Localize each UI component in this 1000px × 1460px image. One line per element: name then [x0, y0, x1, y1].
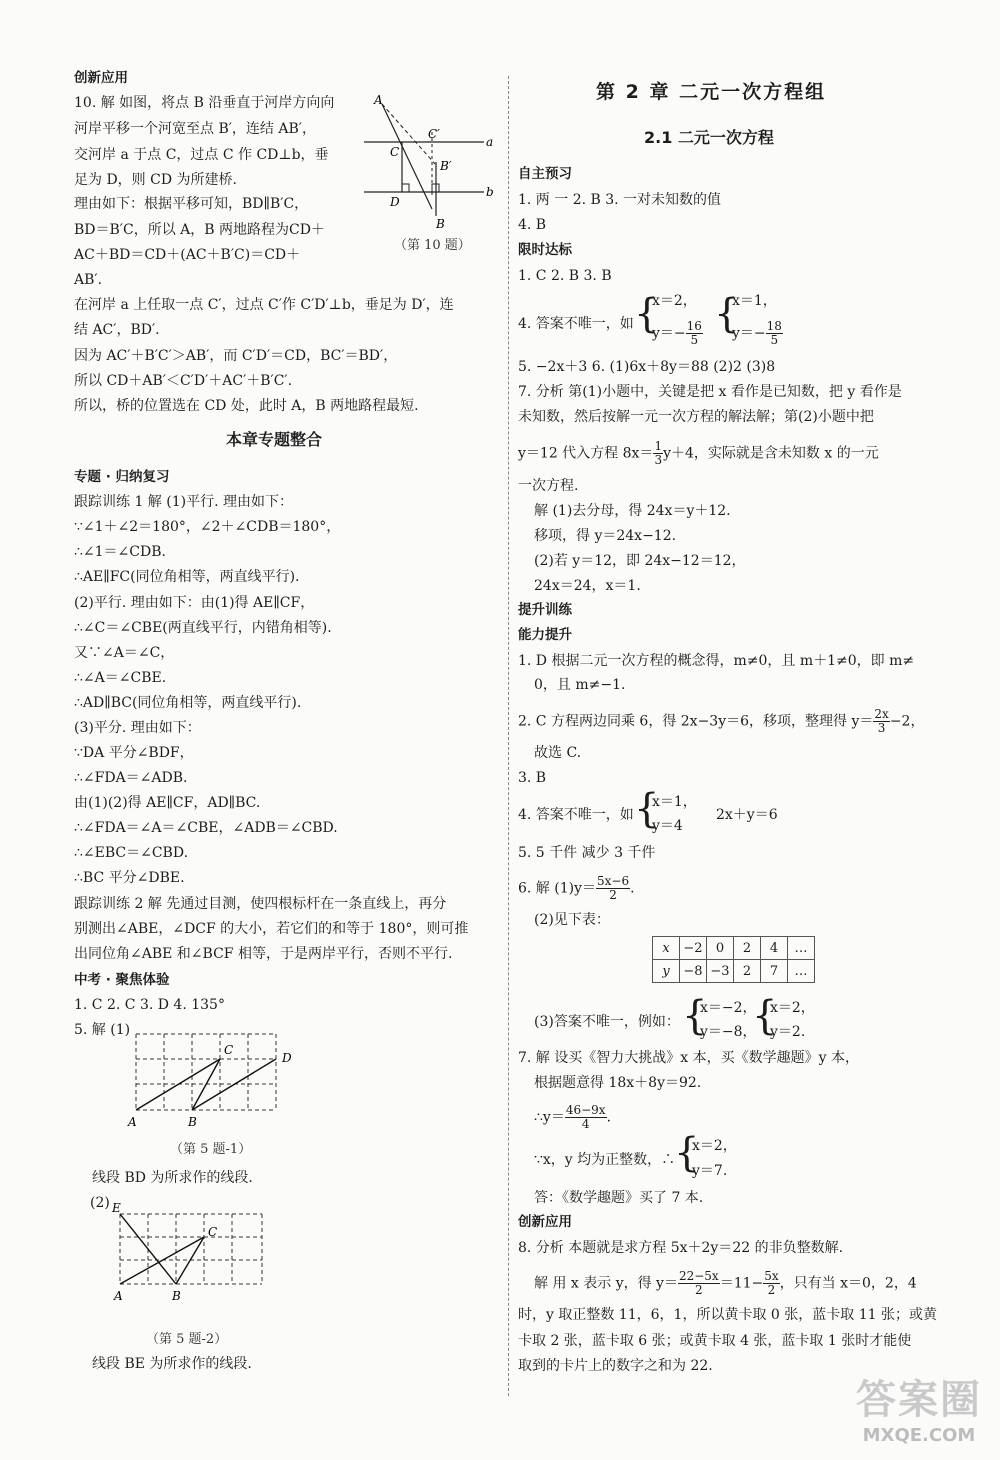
q5-part1: 5. 解 (1): [74, 1022, 131, 1038]
fraction: $\frac{5x-6}{2}$: [597, 874, 630, 902]
track1-line: 由(1)(2)得 AE∥CF，AD∥BC.: [74, 795, 261, 811]
system-eq: x＝2，: [652, 293, 697, 309]
brace: {: [634, 291, 660, 337]
q10-line: 所以 CD＋AB′＜C′D′＋AC′＋B′C′.: [74, 373, 293, 389]
q10-line: 理由如下：根据平移可知，BD∥B′C，: [74, 196, 309, 212]
adv1-line: 1. D 根据二元一次方程的概念得，m≠0，且 m＋1≠0，即 m≠: [518, 653, 915, 669]
adv7-answer: 答：《数学趣题》买了 7 本.: [534, 1190, 704, 1206]
fraction: $\frac{22-5x}{2}$: [678, 1269, 719, 1297]
watermark-text: 答案圈: [856, 1377, 982, 1423]
brace: {: [752, 993, 778, 1039]
heading-ability: 能力提升: [518, 627, 572, 643]
table-cell: 0: [707, 937, 734, 960]
adv6-line: (2)见下表：: [534, 912, 610, 928]
inn8-line: 卡取 2 张，蓝卡取 6 张；或黄卡取 4 张，蓝卡取 1 张时才能使: [518, 1333, 912, 1349]
table-cell: 4: [761, 937, 788, 960]
preview-line: 1. 两 一 2. B 3. 一对未知数的值: [518, 192, 722, 208]
table-cell: …: [788, 960, 815, 983]
fig10-label: B′: [440, 159, 452, 173]
fig5-2-label: C: [208, 1225, 218, 1239]
q10-line: 因为 AC′＋B′C′＞AB′，而 C′D′＝CD，BC′＝BD′，: [74, 348, 398, 364]
adv3-line: 3. B: [518, 770, 547, 786]
heading-advance: 提升训练: [518, 602, 572, 618]
figure-5-2-caption: （第 5 题-2）: [146, 1332, 228, 1347]
adv7-line: 7. 解 设买《智力大挑战》x 本，买《数学趣题》y 本，: [518, 1050, 859, 1066]
fig10-label: b: [486, 185, 494, 199]
system-eq: x＝−2，: [700, 1000, 757, 1016]
figure-10-caption: （第 10 题）: [394, 238, 471, 253]
brace: {: [682, 993, 708, 1039]
system-eq: x＝2，: [692, 1138, 737, 1154]
track1-line: ∵DA 平分∠BDF，: [74, 745, 194, 761]
table-cell: −2: [680, 937, 707, 960]
system-eq: y＝7.: [692, 1163, 728, 1179]
track2-line: 出同位角∠ABE 和∠BCF 相等，于是两岸平行，否则不平行.: [74, 946, 453, 962]
limit7-line: 解 (1)去分母，得 24x＝y＋12.: [534, 503, 731, 519]
adv1-line: 0，且 m≠−1.: [534, 677, 626, 693]
heading-innovation: 创新应用: [74, 70, 128, 86]
q10-line: 交河岸 a 于点 C，过点 C 作 CD⊥b，垂: [74, 147, 329, 163]
fig5-2-label: E: [112, 1201, 121, 1215]
value-table: [652, 936, 815, 983]
fig10-label: D: [390, 195, 400, 209]
heading-innovation-right: 创新应用: [518, 1214, 572, 1230]
table-cell: y: [653, 960, 680, 983]
heading-preview: 自主预习: [518, 166, 572, 182]
adv2-line: 故选 C.: [534, 745, 582, 761]
q5-part2-text: 线段 BE 为所求作的线段.: [92, 1356, 252, 1372]
track1-line: (2)平行. 理由如下：由(1)得 AE∥CF，: [74, 595, 315, 611]
track1-line: (3)平分. 理由如下：: [74, 720, 201, 736]
table-cell: −8: [680, 960, 707, 983]
track1-line: 跟踪训练 1 解 (1)平行. 理由如下：: [74, 494, 293, 510]
track1-line: ∴AD∥BC(同位角相等，两直线平行).: [74, 695, 302, 711]
q10-line: 足为 D，则 CD 为所建桥.: [74, 172, 237, 188]
inn8-line: 取到的卡片上的数字之和为 22.: [518, 1358, 713, 1374]
q10-line: 10. 解 如图，将点 B 沿垂直于河岸方向向: [74, 95, 335, 111]
adv4-suffix: 2x＋y＝6: [716, 807, 778, 823]
fig5-2-label: A: [114, 1289, 123, 1303]
fig5-1-label: B: [188, 1115, 197, 1129]
fraction: $\frac{16}{5}$: [686, 319, 702, 347]
system-eq: y＝4: [652, 818, 683, 834]
q5-part2: (2): [90, 1195, 110, 1211]
track1-line: 又∵∠A＝∠C，: [74, 645, 175, 661]
table-cell: 2: [734, 937, 761, 960]
table-row: [653, 960, 815, 983]
track1-line: ∴∠A＝∠CBE.: [74, 670, 167, 686]
system-eq: x＝1，: [732, 293, 777, 309]
system-eq: x＝2，: [770, 1000, 815, 1016]
q10-line: 在河岸 a 上任取一点 C′，过点 C′作 C′D′⊥b，垂足为 D′，连: [74, 297, 454, 313]
fig10-label: C: [390, 145, 400, 159]
watermark: [856, 1368, 982, 1446]
fig10-label: C′: [428, 127, 440, 141]
exam-answers: 1. C 2. C 3. D 4. 135°: [74, 997, 225, 1013]
figure-5-1: [126, 1030, 356, 1134]
brace: {: [674, 1130, 700, 1176]
table-cell: 7: [761, 960, 788, 983]
table-cell: x: [653, 937, 680, 960]
fig5-1-label: A: [128, 1115, 137, 1129]
limit7-line: 移项，得 y＝24x−12.: [534, 528, 677, 544]
fig10-label: a: [486, 135, 494, 149]
track2-line: 别测出∠ABE，∠DCF 的大小，若它们的和等于 180°，则可推: [74, 921, 469, 937]
preview-line: 4. B: [518, 217, 547, 233]
inn8-line: 时，y 取正整数 11，6，1，所以黄卡取 0 张，蓝卡取 11 张；或黄: [518, 1307, 937, 1323]
section-title: 本章专题整合: [226, 430, 323, 449]
adv7-equation: ∴y＝ $\frac{46-9x}{4}$ .: [534, 1103, 612, 1131]
limit7-line: 未知数，然后按解一元一次方程的解法解；第(2)小题中把: [518, 409, 874, 425]
figure-5-2: [110, 1200, 280, 1310]
limit7-line: 7. 分析 第(1)小题中，关键是把 x 看作是已知数，把 y 看作是: [518, 384, 902, 400]
system-eq: [652, 320, 703, 347]
table-cell: −3: [707, 960, 734, 983]
brace: {: [714, 291, 740, 337]
heading-exam: 中考 · 聚焦体验: [74, 972, 170, 988]
limit7-equation: y＝12 代入方程 8x＝ $\frac{1}{3}$ y＋4，实际就是含未知数 x 的一元: [518, 439, 879, 467]
system-eq: x＝1，: [652, 794, 697, 810]
track1-line: ∵∠1＋∠2＝180°，∠2＋∠CDB＝180°，: [74, 519, 341, 535]
track1-line: ∴∠1＝∠CDB.: [74, 544, 166, 560]
fig10-label: B: [436, 217, 445, 231]
track1-line: ∴BC 平分∠DBE.: [74, 870, 185, 886]
q10-line: AB′.: [74, 272, 103, 288]
adv5-line: 5. 5 千件 减少 3 千件: [518, 845, 656, 861]
heading-topic: 专题 · 归纳复习: [74, 469, 170, 485]
system-eq: [732, 320, 783, 347]
fraction: $\frac{2x}{3}$: [874, 707, 889, 735]
limit-line: 5. −2x＋3 6. (1)6x＋8y＝88 (2)2 (3)8: [518, 359, 776, 375]
table-cell: 2: [734, 960, 761, 983]
track1-line: ∴∠EBC＝∠CBD.: [74, 845, 189, 861]
fraction: $\frac{18}{5}$: [766, 319, 782, 347]
section-title: 2.1 二元一次方程: [644, 128, 774, 147]
column-divider: [508, 76, 509, 1396]
adv4-prefix: 4. 答案不唯一，如: [518, 807, 634, 823]
adv7-since: ∵x，y 均为正整数，∴: [534, 1152, 676, 1168]
limit-line: 1. C 2. B 3. B: [518, 268, 612, 284]
fig10-label: A: [374, 93, 383, 107]
adv2-line: 2. C 方程两边同乘 6，得 2x−3y＝6，移项，整理得 y＝ $\frac{2x}{3}$ −2，: [518, 707, 925, 735]
track2-line: 跟踪训练 2 解 先通过目测，使四根标杆在一条直线上，再分: [74, 896, 447, 912]
table-row: [653, 937, 815, 960]
system-eq: y＝−8，: [700, 1024, 757, 1040]
system-eq-lhs: y＝−: [732, 325, 766, 342]
fig5-1-label: D: [282, 1051, 292, 1065]
q10-line: BD＝B′C，所以 A，B 两地路程为CD＋: [74, 222, 325, 238]
q10-line: 所以，桥的位置选在 CD 处，此时 A，B 两地路程最短.: [74, 398, 419, 414]
inn8-line: 8. 分析 本题就是求方程 5x＋2y＝22 的非负整数解.: [518, 1240, 844, 1256]
fraction: $\frac{5x}{2}$: [764, 1269, 779, 1297]
system-eq-lhs: y＝−: [652, 325, 686, 342]
track1-line: ∴∠FDA＝∠ADB.: [74, 770, 188, 786]
adv6-line: 6. 解 (1)y＝ $\frac{5x-6}{2}$ .: [518, 874, 635, 902]
fraction: $\frac{46-9x}{4}$: [565, 1103, 606, 1131]
fig5-1-label: C: [224, 1043, 234, 1057]
fraction: $\frac{1}{3}$: [654, 439, 663, 467]
figure-5-1-caption: （第 5 题-1）: [170, 1142, 252, 1157]
limit4-prefix: 4. 答案不唯一，如: [518, 316, 634, 332]
fig5-2-label: B: [172, 1289, 181, 1303]
inn8-solution: 解 用 x 表示 y，得 y＝ $\frac{22-5x}{2}$ ＝11− $\frac{5x}{2}$ ，只有当 x＝0，2，4: [534, 1269, 917, 1297]
system-eq: y＝2.: [770, 1024, 806, 1040]
track1-line: ∴∠FDA＝∠A＝∠CBE，∠ADB＝∠CBD.: [74, 820, 338, 836]
table-cell: …: [788, 937, 815, 960]
adv6-3-prefix: (3)答案不唯一，例如：: [534, 1014, 680, 1030]
limit7-line: 一次方程.: [518, 478, 579, 494]
q5-part1-text: 线段 BD 为所求作的线段.: [92, 1170, 253, 1186]
heading-limit: 限时达标: [518, 242, 572, 258]
track1-line: ∴∠C＝∠CBE(两直线平行，内错角相等).: [74, 620, 332, 636]
limit7-line: (2)若 y＝12，即 24x−12＝12，: [534, 553, 746, 569]
limit7-line: 24x＝24，x＝1.: [534, 578, 641, 594]
q10-line: AC＋BD＝CD＋(AC＋B′C)＝CD＋: [74, 247, 301, 263]
track1-line: ∴AE∥FC(同位角相等，两直线平行).: [74, 569, 300, 585]
q10-line: 河岸平移一个河宽至点 B′，连结 AB′，: [74, 121, 316, 137]
brace: {: [634, 786, 660, 832]
q10-line: 结 AC′，BD′.: [74, 322, 160, 338]
chapter-title: 第 2 章 二元一次方程组: [596, 81, 827, 103]
watermark-url: MXQE.COM: [862, 1425, 976, 1446]
adv7-line: 根据题意得 18x＋8y＝92.: [534, 1075, 702, 1091]
